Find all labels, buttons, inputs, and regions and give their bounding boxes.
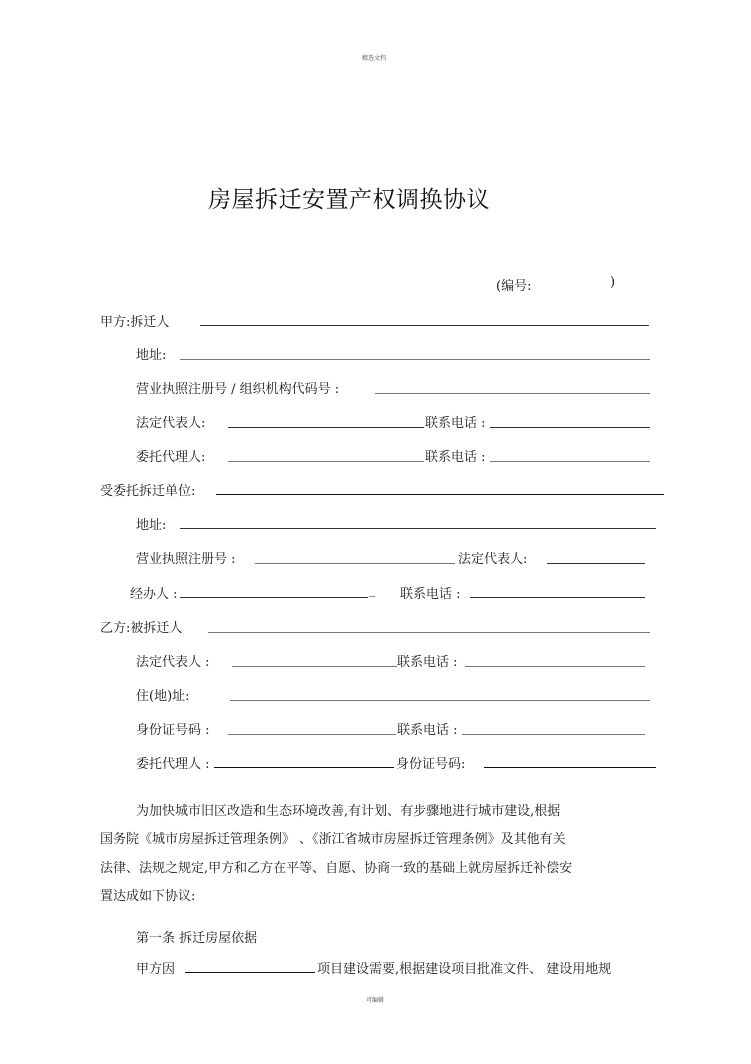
party-a-phone1-label: 联系电话 : [425,416,486,431]
party-a-address-label: 地址: [136,348,167,363]
party-b-phone1-field[interactable] [465,666,645,667]
entrusted-unit-label: 受委托拆迁单位: [100,484,196,499]
party-a-address-field[interactable] [180,359,650,360]
party-a-name-field[interactable] [200,325,649,326]
number-label: (编号: [496,279,532,294]
entrusted-legal-rep-label: 法定代表人: [458,552,528,567]
document-title: 房屋拆迁安置产权调换协议 [208,187,490,213]
entrusted-handler-field[interactable] [180,597,368,598]
party-b-agent-id-field[interactable] [484,767,656,768]
entrusted-unit-field[interactable] [216,494,664,495]
party-a-legal-rep-label: 法定代表人: [136,416,206,431]
party-b-id-field[interactable] [228,734,396,735]
entrusted-phone-label: 联系电话 : [400,587,461,602]
party-a-phone2-field[interactable] [490,461,650,462]
party-a-label: 甲方:拆迁人 [100,315,170,330]
party-a-legal-rep-field[interactable] [228,427,424,428]
paragraph-line-2: 国务院《城市房屋拆迁管理条例》 、《浙江省城市房屋拆迁管理条例》及其他有关 [100,832,566,847]
paragraph-line-1: 为加快城市旧区改造和生态环境改善,有计划、有步骤地进行城市建设,根据 [136,804,561,819]
party-b-agent-label: 委托代理人 : [136,757,210,772]
party-b-agent-field[interactable] [214,767,394,768]
project-name-field[interactable] [185,972,315,973]
party-a-agent-field[interactable] [228,461,424,462]
party-b-label: 乙方:被拆迁人 [100,621,183,636]
entrusted-license-field[interactable] [255,563,455,564]
entrusted-address-field[interactable] [180,528,656,529]
entrusted-address-label: 地址: [136,518,167,533]
party-a-license-label: 营业执照注册号 / 组织机构代码号 : [136,382,340,397]
party-b-id-label: 身份证号码 : [136,723,210,738]
entrusted-license-label: 营业执照注册号 : [136,552,236,567]
header-label: 精选文档 [362,55,387,62]
party-b-phone2-field[interactable] [462,734,645,735]
entrusted-handler-tail: _ [369,583,376,598]
paragraph-line-3: 法律、法规之规定,甲方和乙方在平等、自愿、协商一致的基础上就房屋拆迁补偿安 [100,861,573,876]
party-a-agent-label: 委托代理人: [136,450,206,465]
article-1-text-suffix: 项目建设需要,根据建设项目批准文件、 建设用地规 [317,962,612,977]
party-a-phone1-field[interactable] [490,427,650,428]
party-b-phone1-label: 联系电话 : [397,655,458,670]
entrusted-phone-field[interactable] [470,597,645,598]
paragraph-line-4: 置达成如下协议: [100,889,196,904]
article-1-text-prefix: 甲方因 [136,962,176,977]
footer-label: 可编辑 [366,997,385,1004]
number-close: ) [610,275,616,290]
entrusted-legal-rep-field[interactable] [547,563,645,564]
party-b-legal-rep-label: 法定代表人 : [136,655,210,670]
party-b-name-field[interactable] [208,632,650,633]
party-a-phone2-label: 联系电话 : [425,450,486,465]
party-b-phone2-label: 联系电话 : [397,723,458,738]
party-b-legal-rep-field[interactable] [232,666,397,667]
party-b-residence-label: 住(地)址: [136,689,190,704]
article-1-heading: 第一条 拆迁房屋依据 [136,931,258,946]
entrusted-handler-label: 经办人 : [130,587,178,602]
party-a-license-field[interactable] [375,393,650,394]
party-b-agent-id-label: 身份证号码: [396,757,466,772]
party-b-residence-field[interactable] [230,700,650,701]
